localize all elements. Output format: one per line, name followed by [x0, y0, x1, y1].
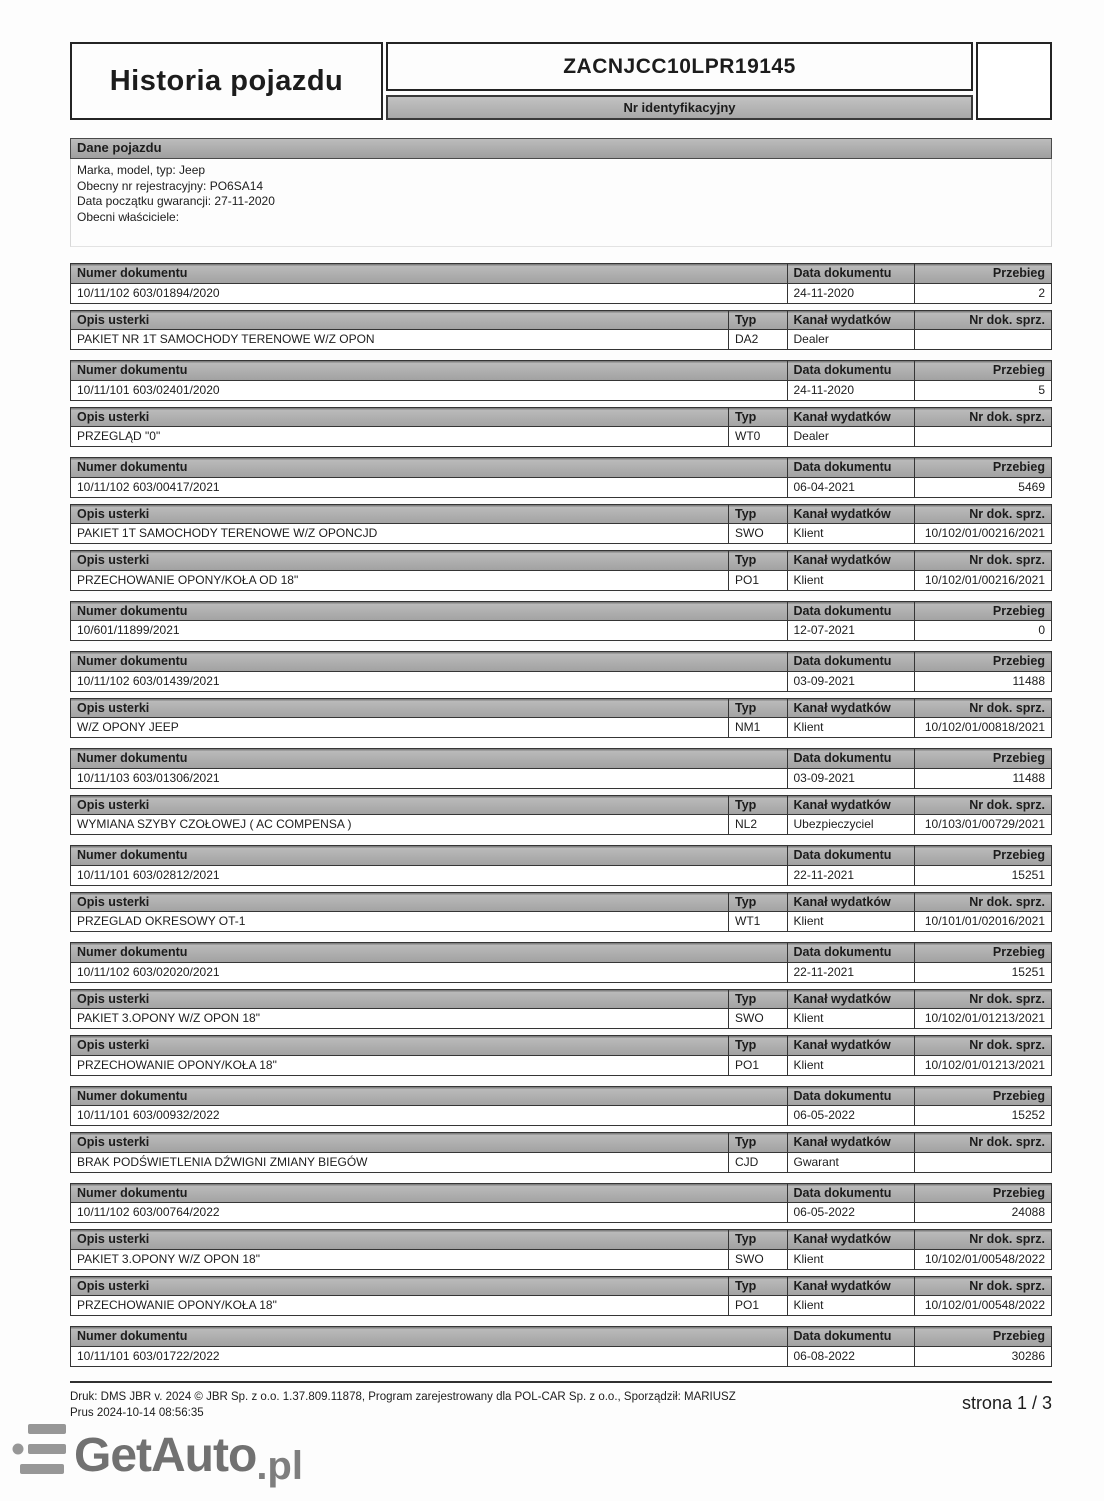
doc-value-row: [70, 477, 1052, 498]
type-value: WT1: [728, 911, 788, 932]
type-value: WT0: [728, 426, 788, 447]
type-header: Typ: [728, 1035, 788, 1056]
defect-header-row: [70, 1035, 1052, 1056]
type-value: NL2: [728, 814, 788, 835]
vehicle-warranty-line: Data początku gwarancji: 27-11-2020: [77, 194, 275, 208]
doc-date-value: 06-05-2022: [787, 1105, 916, 1126]
defect-header-row: [70, 795, 1052, 816]
doc-number-header: Numer dokumentu: [70, 942, 788, 963]
type-header: Typ: [728, 795, 788, 816]
sales-doc-value: 10/102/01/00216/2021: [914, 570, 1053, 591]
defect-header: Opis usterki: [70, 795, 730, 816]
defect-header-row: [70, 698, 1052, 719]
defect-value: PRZECHOWANIE OPONY/KOŁA OD 18": [70, 570, 730, 591]
vehicle-section-title: Dane pojazdu: [70, 138, 1052, 159]
doc-date-value: 03-09-2021: [787, 768, 916, 789]
mileage-value: 0: [914, 620, 1053, 641]
sales-doc-value: [914, 1152, 1053, 1173]
doc-number-header: Numer dokumentu: [70, 457, 788, 478]
mileage-header: Przebieg: [914, 360, 1053, 381]
mileage-header: Przebieg: [914, 263, 1053, 284]
doc-date-value: 06-05-2022: [787, 1202, 916, 1223]
record-block: [70, 1086, 1052, 1173]
print-info: [70, 1389, 736, 1421]
sales-doc-value: 10/103/01/00729/2021: [914, 814, 1053, 835]
doc-number-value: 10/11/102 603/00764/2022: [70, 1202, 788, 1223]
watermark-text: GetAuto: [74, 1429, 257, 1482]
watermark-suffix: .pl: [256, 1444, 303, 1488]
mileage-value: 15251: [914, 865, 1053, 886]
report-title-box: [70, 42, 383, 120]
defect-value: BRAK PODŚWIETLENIA DŹWIGNI ZMIANY BIEGÓW: [70, 1152, 730, 1173]
type-header: Typ: [728, 698, 788, 719]
defect-value-row: [70, 1055, 1052, 1076]
mileage-value: 2: [914, 283, 1053, 304]
record-block: [70, 748, 1052, 835]
channel-value: Klient: [787, 1249, 916, 1270]
sales-doc-value: 10/102/01/00216/2021: [914, 523, 1053, 544]
defect-header-row: [70, 1132, 1052, 1153]
doc-number-value: 10/11/102 603/01439/2021: [70, 671, 788, 692]
channel-value: Klient: [787, 1295, 916, 1316]
channel-header: Kanał wydatków: [787, 1132, 916, 1153]
channel-value: Dealer: [787, 426, 916, 447]
doc-number-value: 10/11/102 603/01894/2020: [70, 283, 788, 304]
channel-value: Klient: [787, 570, 916, 591]
defect-value: PAKIET 3.OPONY W/Z OPON 18": [70, 1008, 730, 1029]
defect-value-row: [70, 523, 1052, 544]
doc-date-value: 24-11-2020: [787, 380, 916, 401]
doc-number-value: 10/11/102 603/02020/2021: [70, 962, 788, 983]
type-value: PO1: [728, 570, 788, 591]
doc-date-header: Data dokumentu: [787, 1183, 916, 1204]
doc-header-row: [70, 457, 1052, 478]
defect-value: PRZEGLĄD "0": [70, 426, 730, 447]
doc-number-header: Numer dokumentu: [70, 601, 788, 622]
mileage-value: 11488: [914, 671, 1053, 692]
defect-header: Opis usterki: [70, 989, 730, 1010]
sales-doc-header: Nr dok. sprz.: [914, 1229, 1053, 1250]
defect-header-row: [70, 550, 1052, 571]
doc-number-header: Numer dokumentu: [70, 1086, 788, 1107]
channel-value: Klient: [787, 523, 916, 544]
doc-header-row: [70, 845, 1052, 866]
type-header: Typ: [728, 550, 788, 571]
defect-value: PAKIET 3.OPONY W/Z OPON 18": [70, 1249, 730, 1270]
doc-value-row: [70, 671, 1052, 692]
sales-doc-header: Nr dok. sprz.: [914, 698, 1053, 719]
type-value: CJD: [728, 1152, 788, 1173]
defect-value: PRZECHOWANIE OPONY/KOŁA 18": [70, 1055, 730, 1076]
getauto-watermark: [12, 1424, 303, 1488]
vehicle-owners-line: Obecni właściciele:: [77, 209, 180, 224]
doc-date-header: Data dokumentu: [787, 457, 916, 478]
channel-header: Kanał wydatków: [787, 892, 916, 913]
channel-value: Dealer: [787, 329, 916, 350]
record-block: [70, 1183, 1052, 1317]
channel-value: Klient: [787, 1055, 916, 1076]
doc-number-value: 10/601/11899/2021: [70, 620, 788, 641]
sales-doc-header: Nr dok. sprz.: [914, 1132, 1053, 1153]
doc-header-row: [70, 263, 1052, 284]
channel-value: Klient: [787, 717, 916, 738]
doc-date-header: Data dokumentu: [787, 263, 916, 284]
defect-value-row: [70, 1008, 1052, 1029]
print-date-line: Prus 2024-10-14 08:56:35: [70, 1406, 204, 1419]
doc-date-header: Data dokumentu: [787, 601, 916, 622]
page-number: strona 1 / 3: [961, 1392, 1052, 1413]
doc-value-row: [70, 1105, 1052, 1126]
type-header: Typ: [728, 989, 788, 1010]
doc-date-header: Data dokumentu: [787, 1086, 916, 1107]
sales-doc-header: Nr dok. sprz.: [914, 989, 1053, 1010]
record-block: [70, 457, 1052, 591]
page-title: Historia pojazdu: [109, 64, 344, 97]
mileage-header: Przebieg: [914, 457, 1053, 478]
type-header: Typ: [728, 1276, 788, 1297]
channel-header: Kanał wydatków: [787, 1229, 916, 1250]
doc-number-value: 10/11/103 603/01306/2021: [70, 768, 788, 789]
sales-doc-header: Nr dok. sprz.: [914, 1276, 1053, 1297]
doc-number-value: 10/11/101 603/02812/2021: [70, 865, 788, 886]
doc-date-value: 22-11-2021: [787, 962, 916, 983]
defect-header: Opis usterki: [70, 407, 730, 428]
type-header: Typ: [728, 504, 788, 525]
mileage-header: Przebieg: [914, 601, 1053, 622]
mileage-header: Przebieg: [914, 1326, 1053, 1347]
channel-header: Kanał wydatków: [787, 504, 916, 525]
vin-value: ZACNJCC10LPR19145: [386, 42, 973, 91]
defect-header-row: [70, 892, 1052, 913]
doc-value-row: [70, 620, 1052, 641]
mileage-value: 24088: [914, 1202, 1053, 1223]
defect-value-row: [70, 329, 1052, 350]
sales-doc-value: [914, 426, 1053, 447]
type-header: Typ: [728, 407, 788, 428]
doc-number-header: Numer dokumentu: [70, 1326, 788, 1347]
sales-doc-value: 10/102/01/01213/2021: [914, 1008, 1053, 1029]
channel-header: Kanał wydatków: [787, 407, 916, 428]
doc-date-value: 06-08-2022: [787, 1346, 916, 1367]
defect-header: Opis usterki: [70, 550, 730, 571]
page-footer: [70, 1389, 1052, 1421]
defect-header: Opis usterki: [70, 1132, 730, 1153]
defect-header: Opis usterki: [70, 310, 730, 331]
type-header: Typ: [728, 1132, 788, 1153]
type-value: SWO: [728, 1008, 788, 1029]
doc-number-value: 10/11/101 603/01722/2022: [70, 1346, 788, 1367]
type-value: PO1: [728, 1295, 788, 1316]
doc-value-row: [70, 768, 1052, 789]
mileage-header: Przebieg: [914, 942, 1053, 963]
defect-header-row: [70, 407, 1052, 428]
defect-header: Opis usterki: [70, 1276, 730, 1297]
defect-value-row: [70, 1249, 1052, 1270]
mileage-value: 5: [914, 380, 1053, 401]
channel-value: Klient: [787, 911, 916, 932]
doc-value-row: [70, 283, 1052, 304]
doc-date-header: Data dokumentu: [787, 748, 916, 769]
record-block: [70, 845, 1052, 932]
vehicle-make-line: Marka, model, typ: Jeep: [77, 163, 206, 177]
doc-number-header: Numer dokumentu: [70, 748, 788, 769]
doc-value-row: [70, 962, 1052, 983]
vehicle-data-section: [70, 138, 1052, 247]
mileage-value: 15251: [914, 962, 1053, 983]
defect-value: PRZECHOWANIE OPONY/KOŁA 18": [70, 1295, 730, 1316]
doc-number-header: Numer dokumentu: [70, 1183, 788, 1204]
mileage-value: 30286: [914, 1346, 1053, 1367]
footer-divider: [70, 1381, 1052, 1383]
defect-value-row: [70, 814, 1052, 835]
vehicle-registration-line: Obecny nr rejestracyjny: PO6SA14: [77, 178, 264, 193]
mileage-header: Przebieg: [914, 748, 1053, 769]
defect-value-row: [70, 911, 1052, 932]
doc-header-row: [70, 1183, 1052, 1204]
channel-header: Kanał wydatków: [787, 698, 916, 719]
sales-doc-value: 10/102/01/00548/2022: [914, 1249, 1053, 1270]
channel-header: Kanał wydatków: [787, 1276, 916, 1297]
defect-header: Opis usterki: [70, 504, 730, 525]
record-block: [70, 360, 1052, 447]
defect-value-row: [70, 426, 1052, 447]
type-value: SWO: [728, 523, 788, 544]
sales-doc-header: Nr dok. sprz.: [914, 550, 1053, 571]
type-value: NM1: [728, 717, 788, 738]
doc-value-row: [70, 865, 1052, 886]
channel-header: Kanał wydatków: [787, 1035, 916, 1056]
record-block: [70, 651, 1052, 738]
defect-value-row: [70, 1152, 1052, 1173]
doc-value-row: [70, 1346, 1052, 1367]
channel-header: Kanał wydatków: [787, 795, 916, 816]
defect-value: W/Z OPONY JEEP: [70, 717, 730, 738]
document-page: [70, 42, 1052, 1421]
sales-doc-value: 10/102/01/00548/2022: [914, 1295, 1053, 1316]
defect-header: Opis usterki: [70, 1229, 730, 1250]
doc-date-header: Data dokumentu: [787, 1326, 916, 1347]
defect-header-row: [70, 310, 1052, 331]
vin-column: [386, 42, 973, 120]
channel-header: Kanał wydatków: [787, 989, 916, 1010]
menu-list-icon: [12, 1424, 68, 1474]
doc-date-value: 24-11-2020: [787, 283, 916, 304]
print-info-line: Druk: DMS JBR v. 2024 © JBR Sp. z o.o. 1.37.809.11878, Program zarejestrowany dla POL-CAR Sp. z o.o., Sporządził: MARIUSZ: [70, 1390, 736, 1403]
type-value: DA2: [728, 329, 788, 350]
defect-header: Opis usterki: [70, 1035, 730, 1056]
doc-date-header: Data dokumentu: [787, 651, 916, 672]
doc-header-row: [70, 360, 1052, 381]
doc-header-row: [70, 748, 1052, 769]
record-block: [70, 942, 1052, 1076]
doc-header-row: [70, 942, 1052, 963]
doc-date-header: Data dokumentu: [787, 360, 916, 381]
defect-value: PAKIET NR 1T SAMOCHODY TERENOWE W/Z OPON: [70, 329, 730, 350]
channel-value: Gwarant: [787, 1152, 916, 1173]
vehicle-info: [70, 159, 1052, 247]
doc-number-header: Numer dokumentu: [70, 263, 788, 284]
mileage-header: Przebieg: [914, 845, 1053, 866]
vin-label: Nr identyfikacyjny: [386, 95, 973, 120]
defect-value-row: [70, 1295, 1052, 1316]
record-block: [70, 263, 1052, 350]
service-records: [70, 263, 1052, 1367]
mileage-value: 11488: [914, 768, 1053, 789]
doc-number-header: Numer dokumentu: [70, 360, 788, 381]
doc-value-row: [70, 1202, 1052, 1223]
doc-number-value: 10/11/101 603/00932/2022: [70, 1105, 788, 1126]
type-value: SWO: [728, 1249, 788, 1270]
doc-header-row: [70, 601, 1052, 622]
sales-doc-header: Nr dok. sprz.: [914, 795, 1053, 816]
doc-value-row: [70, 380, 1052, 401]
mileage-value: 15252: [914, 1105, 1053, 1126]
record-block: [70, 601, 1052, 642]
doc-date-value: 22-11-2021: [787, 865, 916, 886]
channel-value: Klient: [787, 1008, 916, 1029]
doc-date-value: 12-07-2021: [787, 620, 916, 641]
channel-header: Kanał wydatków: [787, 310, 916, 331]
defect-header: Opis usterki: [70, 698, 730, 719]
channel-header: Kanał wydatków: [787, 550, 916, 571]
defect-header-row: [70, 504, 1052, 525]
defect-header: Opis usterki: [70, 892, 730, 913]
doc-number-value: 10/11/101 603/02401/2020: [70, 380, 788, 401]
doc-header-row: [70, 651, 1052, 672]
defect-value: WYMIANA SZYBY CZOŁOWEJ ( AC COMPENSA ): [70, 814, 730, 835]
sales-doc-value: [914, 329, 1053, 350]
doc-date-header: Data dokumentu: [787, 942, 916, 963]
doc-header-row: [70, 1326, 1052, 1347]
defect-value-row: [70, 717, 1052, 738]
type-header: Typ: [728, 1229, 788, 1250]
type-header: Typ: [728, 892, 788, 913]
sales-doc-header: Nr dok. sprz.: [914, 1035, 1053, 1056]
mileage-header: Przebieg: [914, 651, 1053, 672]
doc-date-header: Data dokumentu: [787, 845, 916, 866]
defect-header-row: [70, 989, 1052, 1010]
doc-date-value: 06-04-2021: [787, 477, 916, 498]
sales-doc-header: Nr dok. sprz.: [914, 892, 1053, 913]
document-header: [70, 42, 1052, 120]
mileage-header: Przebieg: [914, 1183, 1053, 1204]
defect-header-row: [70, 1276, 1052, 1297]
sales-doc-value: 10/102/01/01213/2021: [914, 1055, 1053, 1076]
type-value: PO1: [728, 1055, 788, 1076]
channel-value: Ubezpieczyciel: [787, 814, 916, 835]
doc-date-value: 03-09-2021: [787, 671, 916, 692]
doc-number-header: Numer dokumentu: [70, 845, 788, 866]
record-block: [70, 1326, 1052, 1367]
doc-number-value: 10/11/102 603/00417/2021: [70, 477, 788, 498]
doc-number-header: Numer dokumentu: [70, 651, 788, 672]
sales-doc-value: 10/102/01/00818/2021: [914, 717, 1053, 738]
defect-value: PRZEGLAD OKRESOWY OT-1: [70, 911, 730, 932]
mileage-value: 5469: [914, 477, 1053, 498]
defect-value-row: [70, 570, 1052, 591]
mileage-header: Przebieg: [914, 1086, 1053, 1107]
sales-doc-value: 10/101/01/02016/2021: [914, 911, 1053, 932]
defect-header-row: [70, 1229, 1052, 1250]
type-header: Typ: [728, 310, 788, 331]
sales-doc-header: Nr dok. sprz.: [914, 504, 1053, 525]
sales-doc-header: Nr dok. sprz.: [914, 407, 1053, 428]
empty-corner-box: [976, 42, 1052, 120]
sales-doc-header: Nr dok. sprz.: [914, 310, 1053, 331]
doc-header-row: [70, 1086, 1052, 1107]
defect-value: PAKIET 1T SAMOCHODY TERENOWE W/Z OPONCJD: [70, 523, 730, 544]
